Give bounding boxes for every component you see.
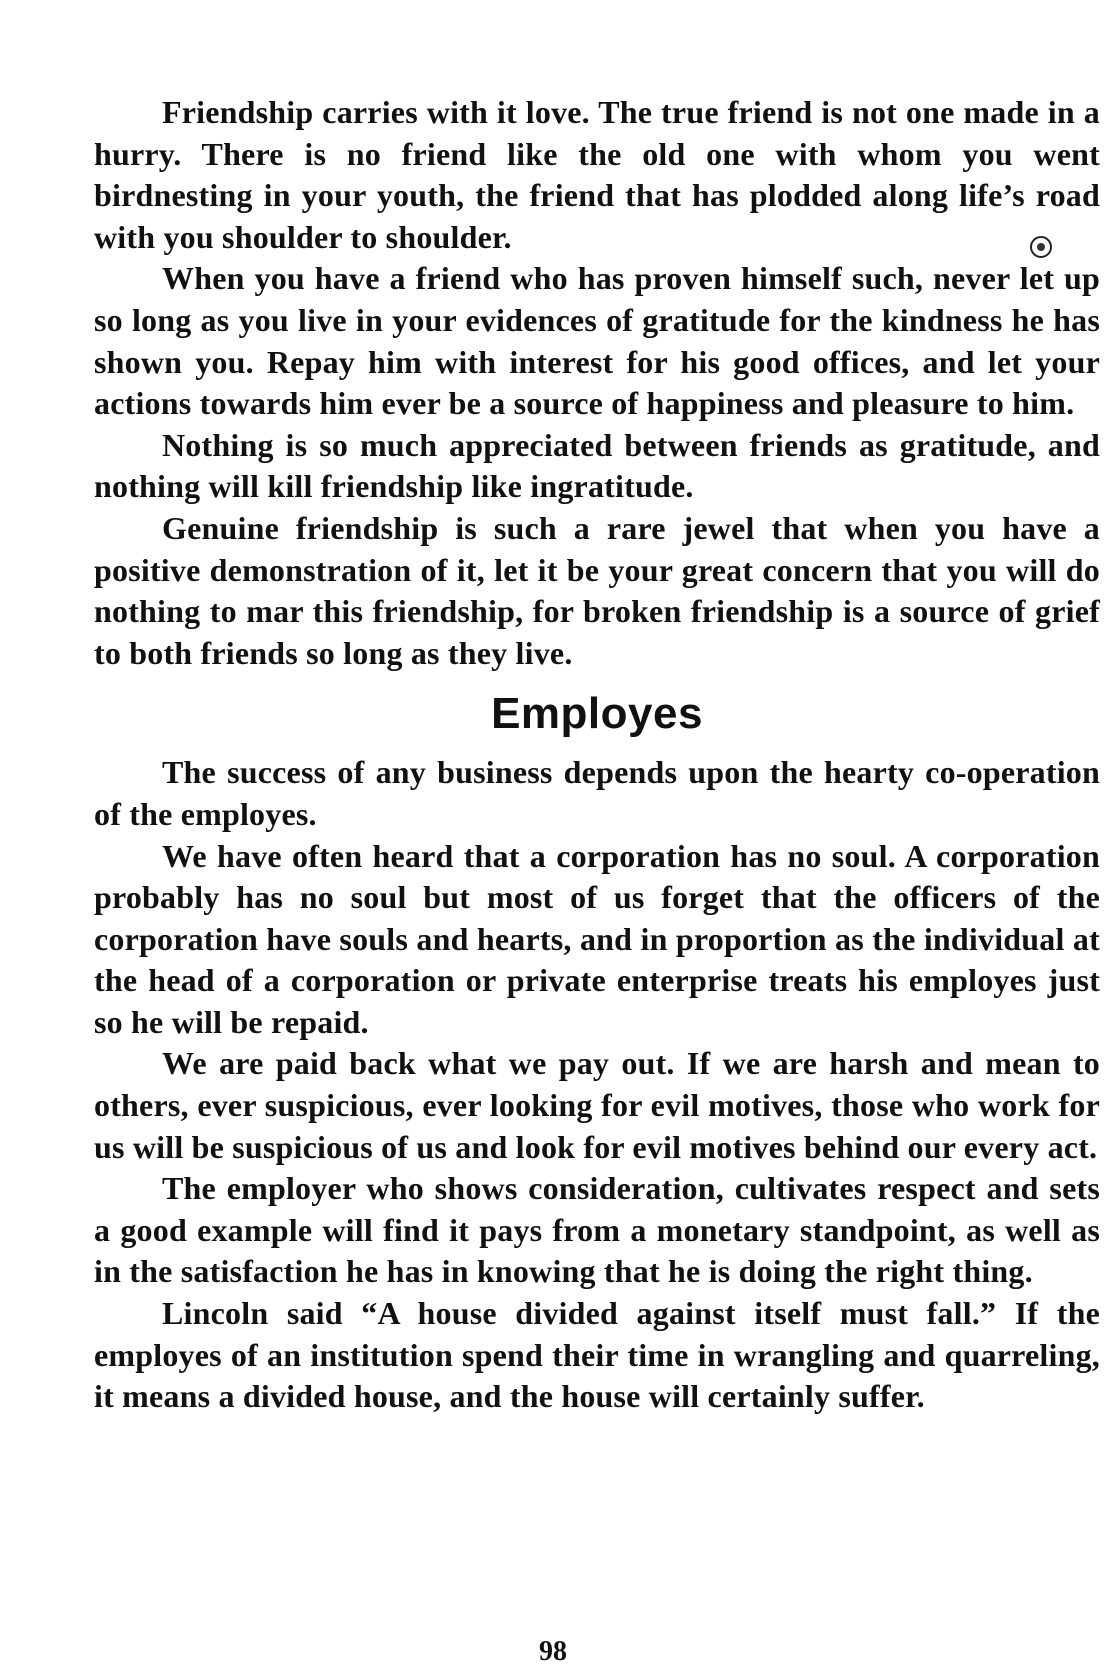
paragraph-friendship-ingratitude: Nothing is so much appreciated between friends as gratitude, and nothing will kill friendship like ingratitude. — [94, 426, 1100, 505]
paragraph-friendship-love: Friendship carries with it love. The true friend is not one made in a hurry. There is no friend like the old one with whom you went birdnesting in your youth, the friend that has plodded along life’s road with you shoulder to shoulder. — [94, 94, 1100, 255]
page-number: 98 — [539, 1636, 567, 1667]
paragraph-employes-lincoln: Lincoln said “A house divided against itself must fall.” If the employes of an institution spend their time in wrangling and quarreling, it means a divided house, and the house will certainly suffer. — [94, 1295, 1100, 1415]
book-page — [94, 92, 1100, 1418]
paragraph-employes-paid-back: We are paid back what we pay out. If we are harsh and mean to others, ever suspicious, ever looking for evil motives, those who work for us will be suspicious of us and look for evil motives behind our every act. — [94, 1045, 1100, 1165]
paragraph-employes-corporation: We have often heard that a corporation has no soul. A corporation probably has no soul but most of us forget that the officers of the corporation have souls and hearts, and in proportion as the individual at the head of a corporation or private enterprise treats his employes just so he will be repaid. — [94, 837, 1100, 1040]
section-heading: Employes — [491, 689, 703, 739]
paragraph-employes-cooperation: The success of any business depends upon the hearty co-operation of the employes. — [94, 754, 1100, 832]
flower-ornament-icon — [1030, 236, 1052, 258]
paragraph-friendship-jewel: Genuine friendship is such a rare jewel that when you have a positive demonstration of it, let it be your great concern that you will do nothing to mar this friendship, for broken friendship is a source of grief to both friends so long as they live. — [94, 509, 1100, 671]
paragraph-friendship-gratitude: When you have a friend who has proven himself such, never let up so long as you live in your evidences of gratitude for the kindness he has shown you. Repay him with interest for his good offices, and let your actions towards him ever be a source of happiness and pleasure to him. — [94, 260, 1100, 422]
paragraph-employes-employer: The employer who shows consideration, cultivates respect and sets a good example will find it pays from a monetary standpoint, as well as in the satisfaction he has in knowing that he is doing the right thing. — [94, 1170, 1100, 1290]
